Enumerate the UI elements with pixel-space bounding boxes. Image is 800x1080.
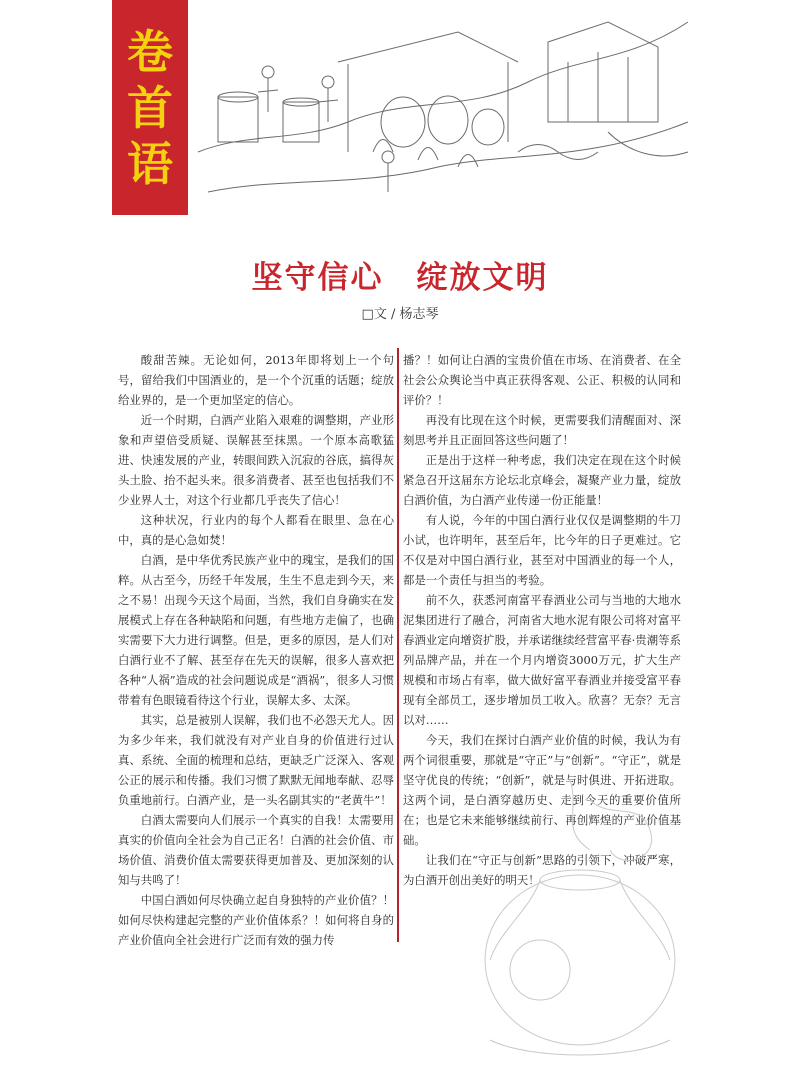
paragraph: 今天，我们在探讨白酒产业价值的时候，我认为有两个词很重要，那就是“守正”与“创新”。“守正”，就是坚守优良的传统；“创新”，就是与时俱进、开拓进取。这两个词，是白酒穿越历史、走到今天的重要价值所在；也是它未来能够继续前行、再创辉煌的产业价值基础。 [403,733,681,847]
paragraph: 正是出于这样一种考虑，我们决定在现在这个时候紧急召开这届东方论坛北京峰会，凝聚产业力量，绽放白酒价值，为白酒产业传递一份正能量！ [403,453,681,507]
column-divider [397,348,399,942]
column-banner [112,0,188,215]
paragraph: 有人说，今年的中国白酒行业仅仅是调整期的牛刀小试，也许明年，甚至后年，比今年的日子更难过。它不仅是对中国白酒行业，甚至对中国酒业的每一个人，都是一个责任与担当的考验。 [403,513,681,587]
paragraph: 让我们在“守正与创新”思路的引领下，冲破严寒，为白酒开创出美好的明天！ [403,853,681,887]
paragraph: 近一个时期，白酒产业陷入艰难的调整期，产业形象和声望倍受质疑、误解甚至抹黑。一个原本高歌猛进、快速发展的产业，转眼间跌入沉寂的谷底，搞得灰头土脸、抬不起头来。很多消费者、甚至也包括我们不少业界人士，对这个行业都几乎丧失了信心！ [118,413,394,507]
paragraph: 白酒太需要向人们展示一个真实的自我！太需要用真实的价值向全社会为自己正名！白酒的社会价值、市场价值、消费价值太需要获得更加普及、更加深刻的认知与共鸣了！ [118,813,394,887]
banner-char: 卷 [127,24,173,79]
paragraph: 再没有比现在这个时候，更需要我们清醒面对、深刻思考并且正面回答这些问题了！ [403,413,681,447]
banner-char: 语 [127,136,173,191]
paragraph-continuation: 播？！如何让白酒的宝贵价值在市场、在消费者、在全社会公众舆论当中真正获得客观、公正、积极的认同和评价？！ [403,353,681,407]
paragraph: 前不久，获悉河南富平春酒业公司与当地的大地水泥集团进行了融合，河南省大地水泥有限公司将对富平春酒业定向增资扩股，并承诺继续经营富平春·贵潮等系列品牌产品，并在一个月内增资3000万元，扩大生产规模和市场占有率，做大做好富平春酒业并接受富平春现有全部员工，逐步增加员工收入。欣喜？无奈？无言以对…… [403,593,681,727]
distillery-illustration [188,2,708,217]
banner-char: 首 [127,80,173,135]
paragraph: 其实，总是被别人误解，我们也不必怨天尤人。因为多少年来，我们就没有对产业自身的价值进行过认真、系统、全面的梳理和总结，更缺乏广泛深入、客观公正的展示和传播。我们习惯了默默无闻地奉献、忍辱负重地前行。白酒产业，是一头名副其实的“老黄牛”！ [118,713,394,807]
paragraph: 这种状况，行业内的每个人都看在眼里、急在心中，真的是心急如焚！ [118,513,394,547]
paragraph: 酸甜苦辣。无论如何，2013年即将划上一个句号，留给我们中国酒业的，是一个个沉重的话题；绽放给业界的，是一个更加坚定的信心。 [118,353,394,407]
article-byline: □文 / 杨志琴 [361,307,439,322]
wine-jar-illustration [470,740,700,1080]
article-title: 坚守信心 绽放文明 [251,260,549,296]
paragraph: 中国白酒如何尽快确立起自身独特的产业价值？！如何尽快构建起完整的产业价值体系？！如何将自身的产业价值向全社会进行广泛而有效的强力传 [118,893,394,947]
article-column-left [118,350,394,950]
paragraph: 白酒，是中华优秀民族产业中的瑰宝，是我们的国粹。从古至今，历经千年发展，生生不息走到今天，来之不易！出现今天这个局面，当然，我们自身确实在发展模式上存在各种缺陷和问题，有些地方走偏了，也确实需要下大力进行调整。但是，更多的原因，是人们对白酒行业不了解、甚至存在先天的误解，很多人喜欢把各种“人祸”造成的社会问题说成是“酒祸”，很多人习惯带着有色眼镜看待这个行业，误解太多、太深。 [118,553,394,707]
